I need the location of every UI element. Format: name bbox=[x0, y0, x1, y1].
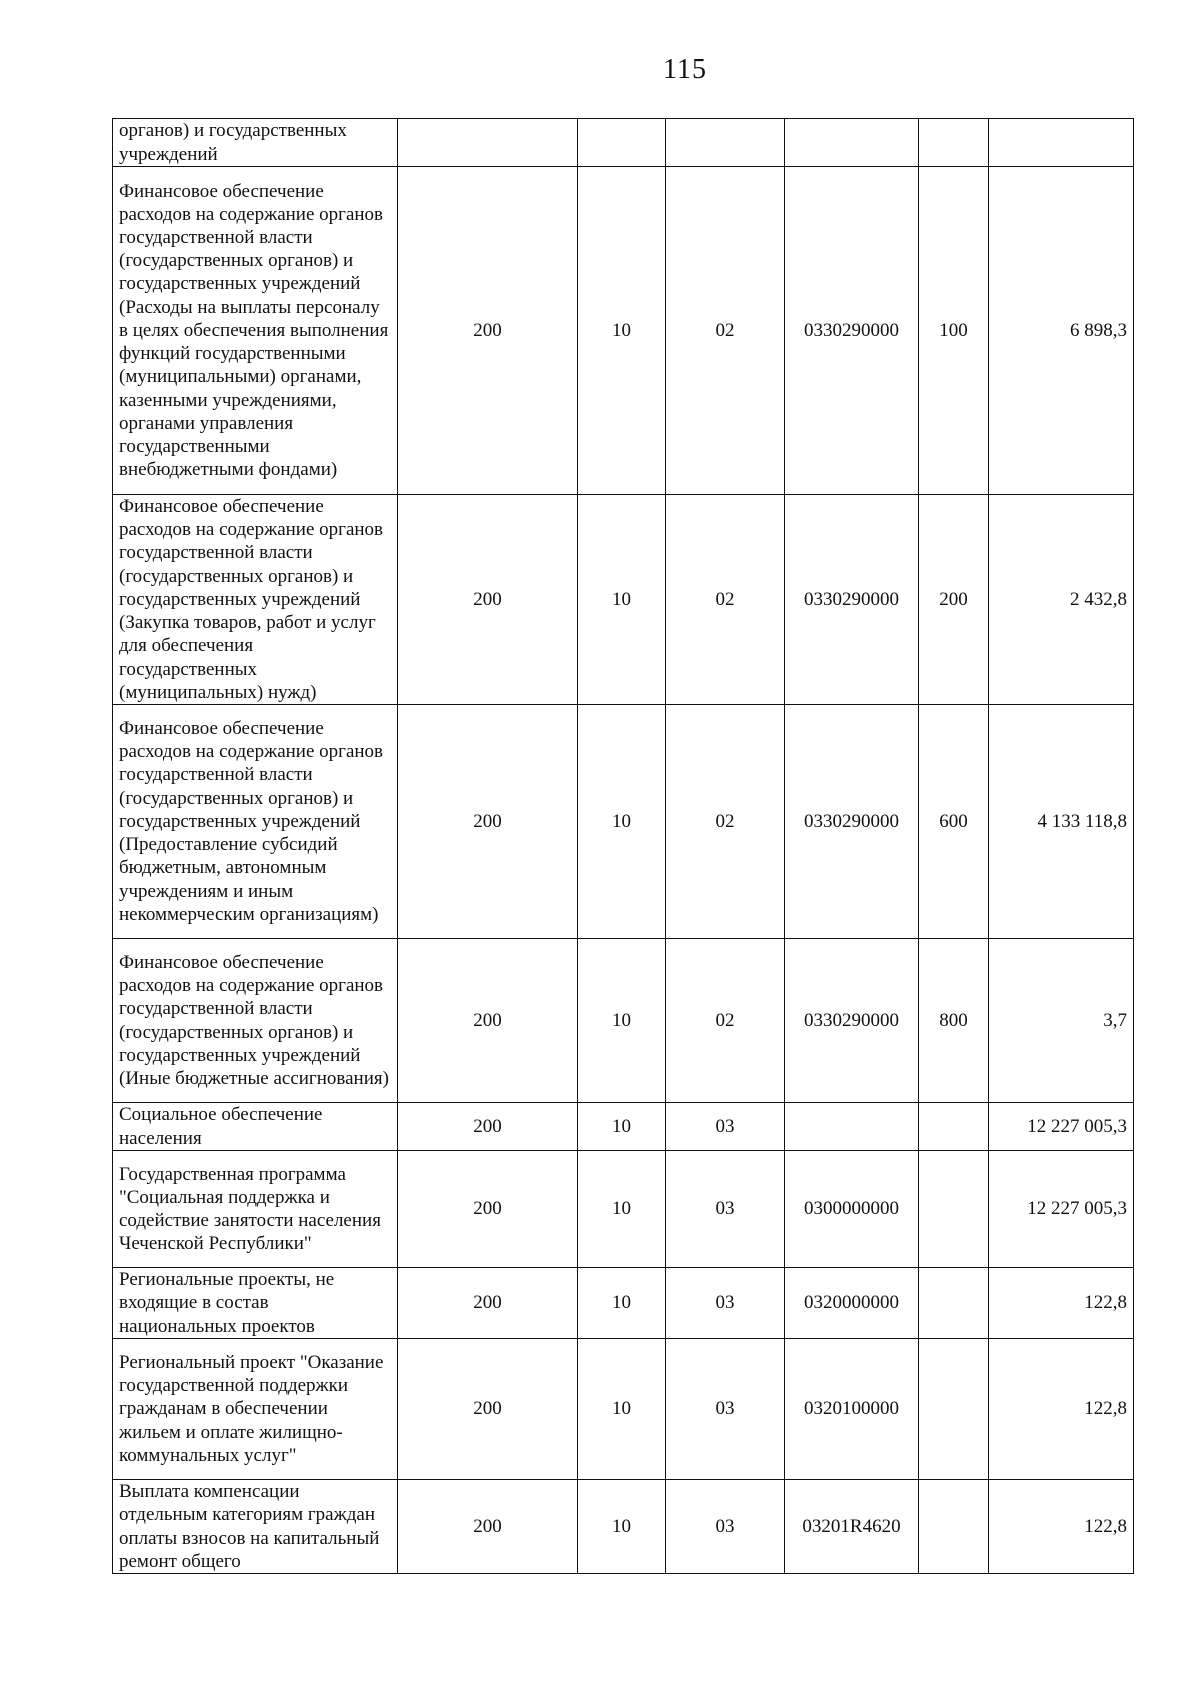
ministry-code: 200 bbox=[398, 705, 578, 939]
amount: 12 227 005,3 bbox=[989, 1151, 1134, 1268]
amount: 6 898,3 bbox=[989, 167, 1134, 495]
expense-description: органов) и государственных учреждений bbox=[113, 119, 398, 167]
target-article-code: 0300000000 bbox=[785, 1151, 919, 1268]
section-code: 10 bbox=[578, 1268, 666, 1339]
expense-description: Социальное обеспечение населения bbox=[113, 1103, 398, 1151]
section-code: 10 bbox=[578, 167, 666, 495]
expense-description: Региональные проекты, не входящие в состав национальных проектов bbox=[113, 1268, 398, 1339]
target-article-code: 0330290000 bbox=[785, 939, 919, 1103]
page-number: 115 bbox=[663, 54, 707, 85]
ministry-code: 200 bbox=[398, 1268, 578, 1339]
expense-type-code bbox=[919, 119, 989, 167]
table-row bbox=[113, 705, 1134, 939]
amount: 4 133 118,8 bbox=[989, 705, 1134, 939]
expense-type-code bbox=[919, 1480, 989, 1574]
target-article-code: 0320000000 bbox=[785, 1268, 919, 1339]
expense-type-code: 600 bbox=[919, 705, 989, 939]
section-code: 10 bbox=[578, 939, 666, 1103]
target-article-code: 0330290000 bbox=[785, 705, 919, 939]
table-row bbox=[113, 1339, 1134, 1480]
expense-description: Финансовое обеспечение расходов на содержание органов государственной власти (государственных органов) и государственных учреждений (Расходы на выплаты персоналу в целях обеспечения выполнения функций государственными (муниципальными) органами, казенными учреждениями, органами управления государственными внебюджетными фондами) bbox=[113, 167, 398, 495]
section-code: 10 bbox=[578, 1151, 666, 1268]
amount bbox=[989, 119, 1134, 167]
target-article-code: 0320100000 bbox=[785, 1339, 919, 1480]
amount: 3,7 bbox=[989, 939, 1134, 1103]
amount: 122,8 bbox=[989, 1480, 1134, 1574]
subsection-code: 02 bbox=[666, 167, 785, 495]
expense-type-code bbox=[919, 1151, 989, 1268]
section-code: 10 bbox=[578, 1103, 666, 1151]
expense-description: Региональный проект "Оказание государственной поддержки гражданам в обеспечении жильем и оплате жилищно-коммунальных услуг" bbox=[113, 1339, 398, 1480]
table-row bbox=[113, 939, 1134, 1103]
expense-description: Финансовое обеспечение расходов на содержание органов государственной власти (государственных органов) и государственных учреждений (Предоставление субсидий бюджетным, автономным учреждениям и иным некоммерческим организациям) bbox=[113, 705, 398, 939]
expense-description: Финансовое обеспечение расходов на содержание органов государственной власти (государственных органов) и государственных учреждений (Иные бюджетные ассигнования) bbox=[113, 939, 398, 1103]
section-code: 10 bbox=[578, 495, 666, 705]
subsection-code bbox=[666, 119, 785, 167]
amount: 122,8 bbox=[989, 1268, 1134, 1339]
expense-type-code bbox=[919, 1268, 989, 1339]
target-article-code: 0330290000 bbox=[785, 167, 919, 495]
target-article-code bbox=[785, 119, 919, 167]
amount: 12 227 005,3 bbox=[989, 1103, 1134, 1151]
section-code: 10 bbox=[578, 705, 666, 939]
subsection-code: 02 bbox=[666, 495, 785, 705]
target-article-code bbox=[785, 1103, 919, 1151]
expense-description: Государственная программа "Социальная поддержка и содействие занятости населения Чеченской Республики" bbox=[113, 1151, 398, 1268]
expense-type-code bbox=[919, 1103, 989, 1151]
subsection-code: 03 bbox=[666, 1103, 785, 1151]
ministry-code: 200 bbox=[398, 1151, 578, 1268]
ministry-code: 200 bbox=[398, 1339, 578, 1480]
expense-type-code: 100 bbox=[919, 167, 989, 495]
target-article-code: 0330290000 bbox=[785, 495, 919, 705]
table-row bbox=[113, 495, 1134, 705]
table-row bbox=[113, 167, 1134, 495]
expense-description: Финансовое обеспечение расходов на содержание органов государственной власти (государственных органов) и государственных учреждений (Закупка товаров, работ и услуг для обеспечения государственных (муниципальных) нужд) bbox=[113, 495, 398, 705]
subsection-code: 03 bbox=[666, 1480, 785, 1574]
expense-type-code bbox=[919, 1339, 989, 1480]
subsection-code: 02 bbox=[666, 705, 785, 939]
subsection-code: 02 bbox=[666, 939, 785, 1103]
amount: 122,8 bbox=[989, 1339, 1134, 1480]
ministry-code: 200 bbox=[398, 495, 578, 705]
expense-type-code: 200 bbox=[919, 495, 989, 705]
section-code bbox=[578, 119, 666, 167]
ministry-code bbox=[398, 119, 578, 167]
subsection-code: 03 bbox=[666, 1268, 785, 1339]
ministry-code: 200 bbox=[398, 1480, 578, 1574]
table-row bbox=[113, 1151, 1134, 1268]
target-article-code: 03201R4620 bbox=[785, 1480, 919, 1574]
expense-type-code: 800 bbox=[919, 939, 989, 1103]
subsection-code: 03 bbox=[666, 1339, 785, 1480]
section-code: 10 bbox=[578, 1339, 666, 1480]
amount: 2 432,8 bbox=[989, 495, 1134, 705]
expense-description: Выплата компенсации отдельным категориям граждан оплаты взносов на капитальный ремонт общего bbox=[113, 1480, 398, 1574]
table-row bbox=[113, 1480, 1134, 1574]
table-row bbox=[113, 1103, 1134, 1151]
table-row bbox=[113, 119, 1134, 167]
ministry-code: 200 bbox=[398, 1103, 578, 1151]
ministry-code: 200 bbox=[398, 939, 578, 1103]
budget-table bbox=[112, 118, 1134, 1574]
subsection-code: 03 bbox=[666, 1151, 785, 1268]
table-row bbox=[113, 1268, 1134, 1339]
section-code: 10 bbox=[578, 1480, 666, 1574]
ministry-code: 200 bbox=[398, 167, 578, 495]
